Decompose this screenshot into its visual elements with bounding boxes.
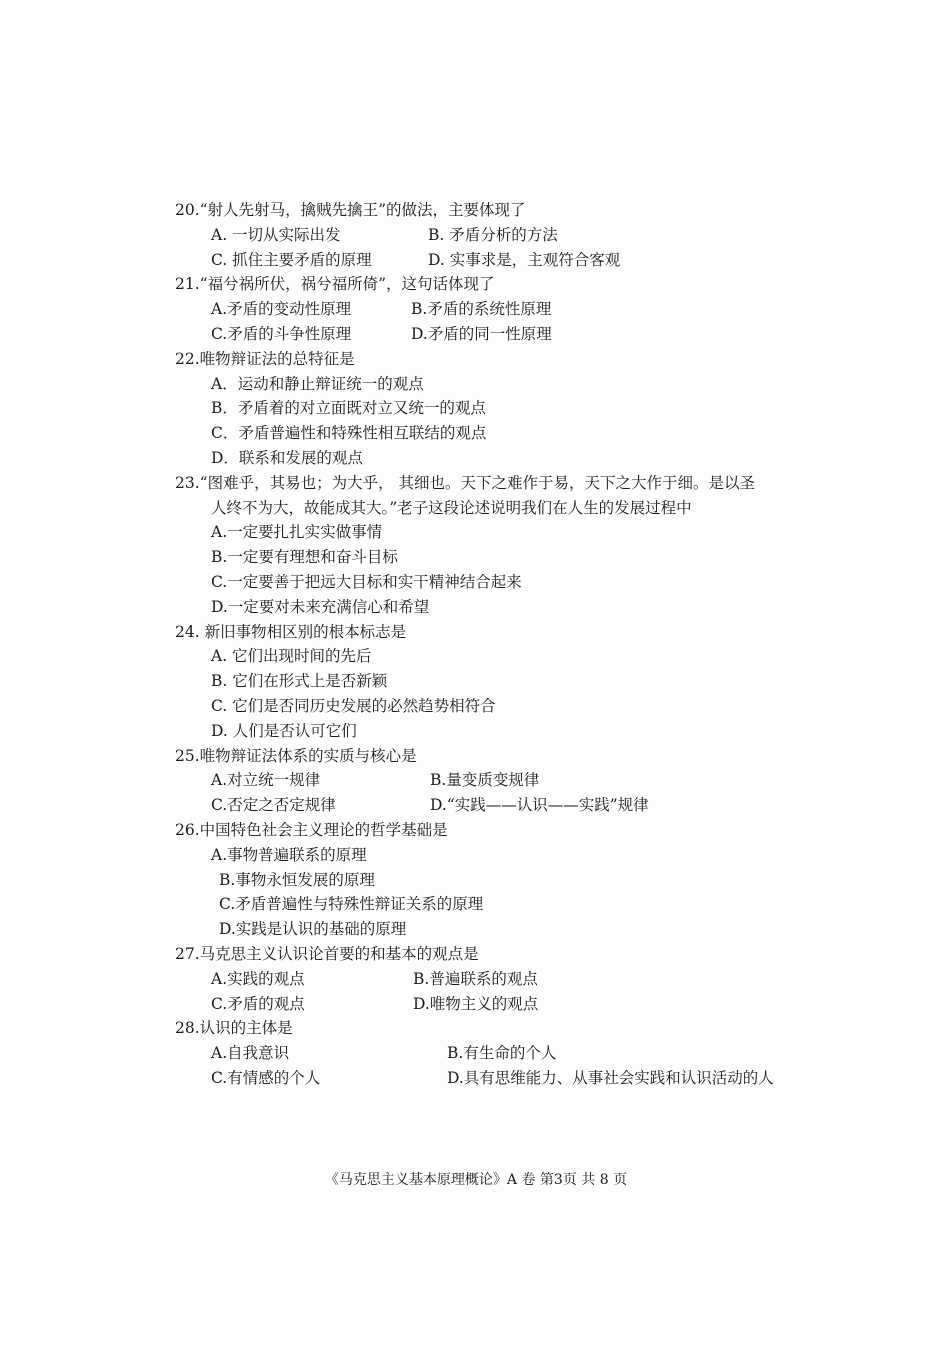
question-25-option-a: A.对立统一规律: [211, 771, 321, 790]
question-20-stem: 20.“射人先射马，擒贼先擒王”的做法，主要体现了: [175, 201, 526, 219]
question-21-options-row-1: [175, 297, 825, 322]
question-28-stem: 28.认识的主体是: [175, 1019, 293, 1038]
question-23-option-a: A.一定要扎扎实实做事情: [211, 523, 383, 542]
question-28-options-row-1: [175, 1041, 825, 1066]
question-21-option-a: A.矛盾的变动性原理: [211, 300, 352, 319]
question-21-option-d: D.矛盾的同一性原理: [411, 324, 552, 343]
question-22-option-a: A．运动和静止辩证统一的观点: [211, 374, 424, 393]
question-22-option-b: B．矛盾着的对立面既对立又统一的观点: [211, 399, 486, 418]
question-25-option-b: B.量变质变规律: [430, 771, 540, 790]
question-27-option-a: A.实践的观点: [211, 969, 305, 988]
question-20-option-a: A. 一切从实际出发: [211, 225, 341, 244]
question-25-options-row-2: [175, 793, 825, 818]
question-25-options-row-1: [175, 768, 825, 793]
question-25-stem: 25.唯物辩证法体系的实质与核心是: [175, 746, 417, 765]
question-21-option-c: C.矛盾的斗争性原理: [211, 324, 352, 343]
question-27-stem: 27.马克思主义认识论首要的和基本的观点是: [175, 944, 479, 963]
question-25-option-c: C.否定之否定规律: [211, 796, 336, 815]
question-23-option-c: C.一定要善于把远大目标和实干精神结合起来: [211, 572, 522, 591]
question-22-stem: 22.唯物辩证法的总特征是: [175, 349, 355, 368]
question-28-option-b: B.有生命的个人: [447, 1044, 557, 1063]
question-27-options-row-2: [175, 992, 825, 1017]
question-26-option-b: B.事物永恒发展的原理: [219, 870, 375, 889]
question-21-option-b: B.矛盾的系统性原理: [411, 300, 552, 319]
question-26-option-d: D.实践是认识的基础的原理: [219, 920, 407, 939]
question-27-option-d: D.唯物主义的观点: [413, 994, 539, 1013]
question-21-stem: 21.“福兮祸所伏，祸兮福所倚”，这句话体现了: [175, 275, 495, 294]
question-20-options-row-2: [175, 248, 825, 273]
question-20-option-d: D. 实事求是，主观符合客观: [428, 250, 621, 269]
question-23-stem-continued: 人终不为大，故能成其大。”老子这段论述说明我们在人生的发展过程中: [211, 498, 692, 517]
question-21-options-row-2: [175, 322, 825, 347]
question-28-option-a: A.自我意识: [211, 1044, 290, 1063]
question-20-option-c: C. 抓住主要矛盾的原理: [211, 250, 372, 269]
question-26-option-a: A.事物普遍联系的原理: [211, 845, 367, 864]
question-23-option-b: B.一定要有理想和奋斗目标: [211, 548, 398, 567]
question-28-option-c: C.有情感的个人: [211, 1068, 321, 1087]
question-28-option-d: D.具有思维能力、从事社会实践和认识活动的人: [447, 1068, 774, 1087]
page-footer: 《马克思主义基本原理概论》A 卷 第3页 共 8 页: [324, 1172, 628, 1188]
question-26-option-c: C.矛盾普遍性与特殊性辩证关系的原理: [219, 895, 484, 914]
question-24-option-a: A. 它们出现时间的先后: [211, 647, 372, 666]
question-24-option-d: D. 人们是否认可它们: [211, 721, 357, 740]
question-27-option-b: B.普遍联系的观点: [413, 969, 538, 988]
question-23-stem: 23.“图难乎，其易也；为大乎， 其细也。天下之难作于易，天下之大作于细。是以圣: [175, 473, 756, 492]
question-27-option-c: C.矛盾的观点: [211, 994, 305, 1013]
question-23-option-d: D.一定要对未来充满信心和希望: [211, 597, 430, 616]
question-20-options-row-1: [175, 223, 825, 248]
question-28-options-row-2: [175, 1066, 825, 1091]
question-22-option-d: D．联系和发展的观点: [211, 448, 363, 467]
question-24-option-c: C. 它们是否同历史发展的必然趋势相符合: [211, 696, 496, 715]
question-list: [175, 198, 825, 1091]
question-27-options-row-1: [175, 967, 825, 992]
question-25-option-d: D.“实践——认识——实践”规律: [430, 796, 649, 815]
question-22-option-c: C．矛盾普遍性和特殊性相互联结的观点: [211, 424, 487, 443]
question-26-stem: 26.中国特色社会主义理论的哲学基础是: [175, 820, 448, 839]
question-20-option-b: B. 矛盾分析的方法: [428, 225, 558, 244]
question-24-stem: 24. 新旧事物相区别的根本标志是: [175, 622, 407, 641]
question-24-option-b: B. 它们在形式上是否新颖: [211, 672, 388, 691]
